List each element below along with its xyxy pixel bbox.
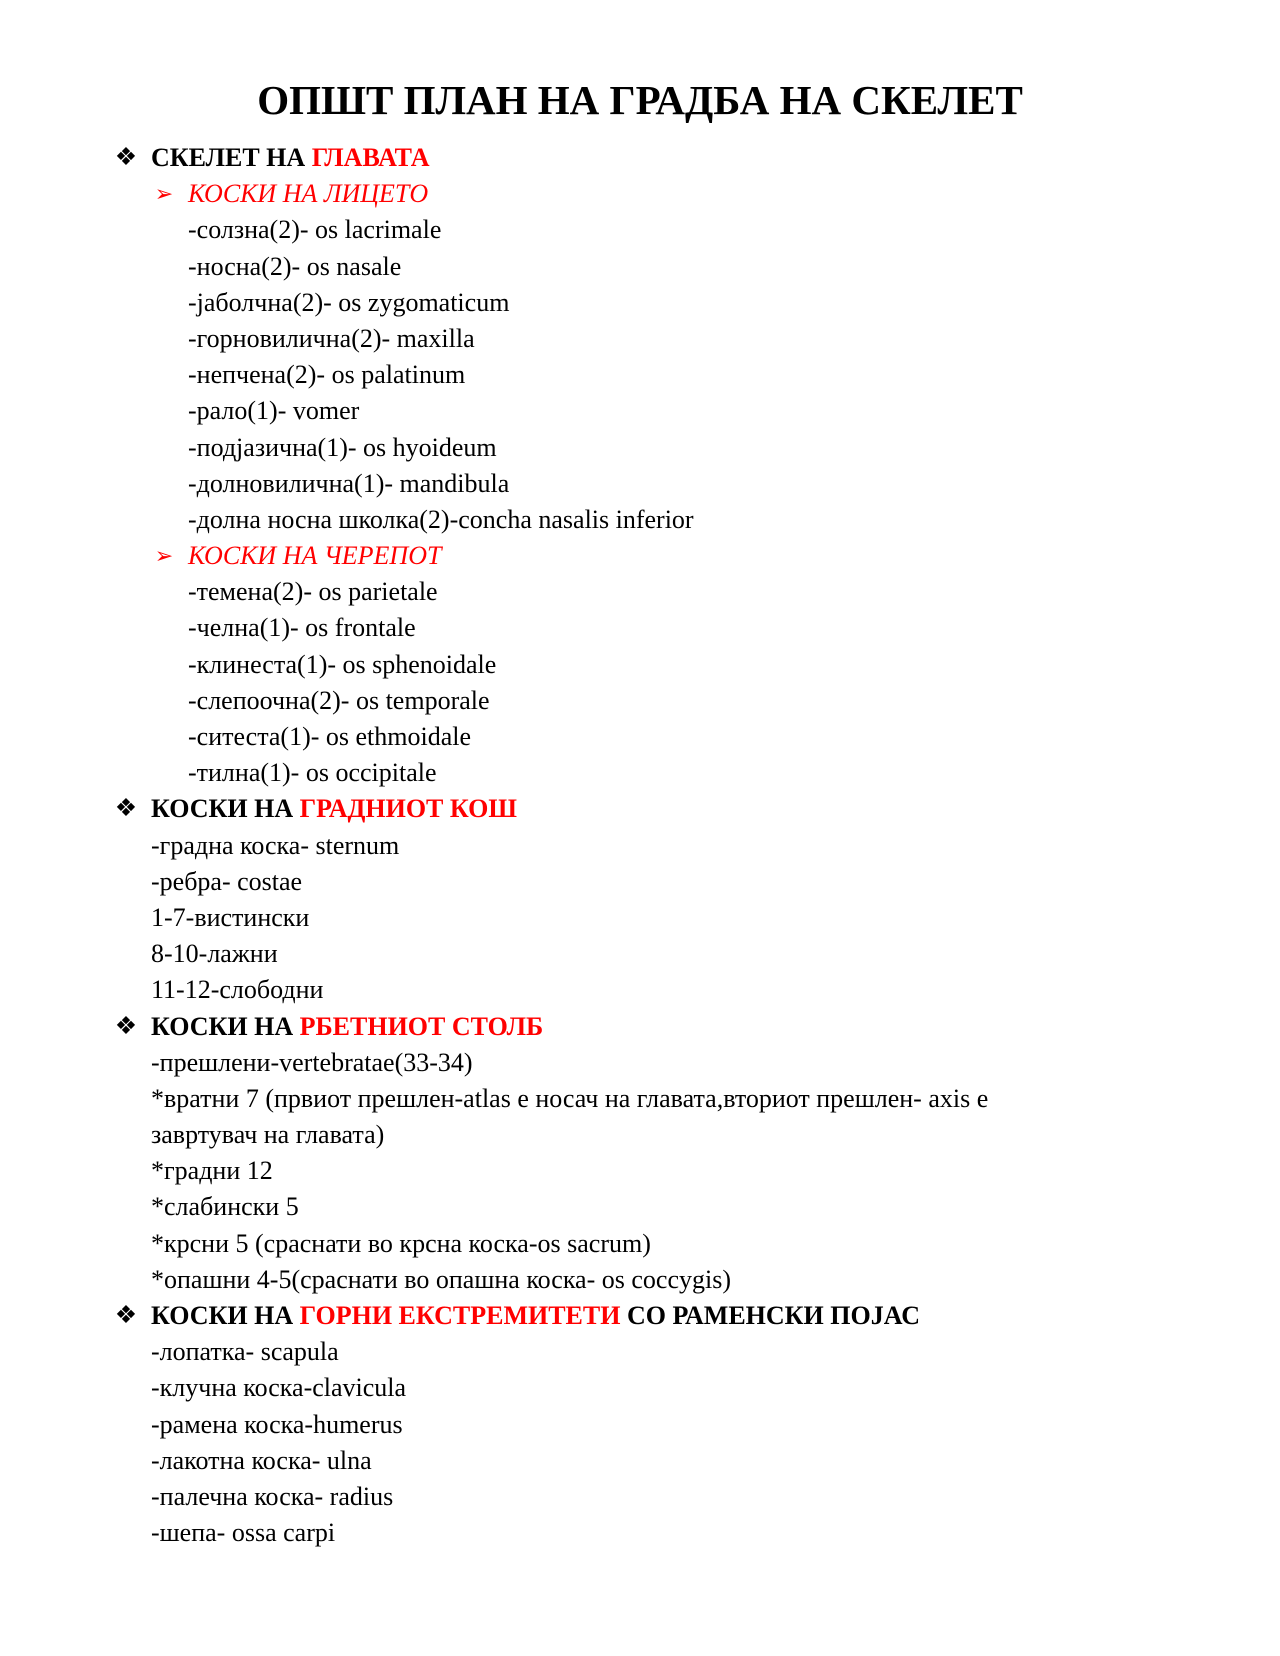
page-title: ОПШТ ПЛАН НА ГРАДБА НА СКЕЛЕТ (257, 77, 1023, 123)
list-item: -ребра- costae (151, 866, 303, 896)
list-item: -челна(1)- os frontale (188, 613, 416, 643)
list-item: -палечна коска- radius (151, 1481, 394, 1511)
list-item: -клинеста(1)- os sphenoidale (188, 649, 497, 679)
list-item: *градни 12 (151, 1156, 273, 1186)
section-highlight: ГЛАВАТА (311, 143, 430, 172)
list-item: -клучна коска-clavicula (151, 1373, 407, 1403)
subsection-title: КОСКИ НА ЛИЦЕТО (188, 179, 429, 209)
section-heading (0, 1298, 1280, 1334)
list-item: *вратни 7 (првиот прешлен-atlas е носач на главата,вториот прешлен- axis е (151, 1083, 989, 1113)
section-highlight: РБЕТНИОТ СТОЛБ (299, 1011, 544, 1041)
diamond-bullet-icon: ❖ (114, 795, 138, 823)
document-body (0, 140, 1280, 1551)
list-item: -тилна(1)- os occipitale (188, 758, 437, 788)
section-highlight: ГОРНИ ЕКСТРЕМИТЕТИ (299, 1301, 621, 1330)
subsection-title: КОСКИ НА ЧЕРЕПОТ (188, 541, 442, 571)
arrow-bullet-icon: ➢ (154, 181, 174, 207)
list-item: -темена(2)- os parietale (188, 577, 438, 607)
diamond-bullet-icon: ❖ (114, 144, 138, 171)
section-prefix: КОСКИ НА (151, 794, 300, 824)
list-item: -ситеста(1)- os ethmoidale (188, 722, 472, 751)
list-item: *опашни 4-5(сраснати во опашна коска- os coccygis) (151, 1264, 731, 1294)
section-highlight: ГРАДНИОТ КОШ (299, 794, 517, 824)
list-item: -јаболчна(2)- os zygomaticum (188, 287, 510, 317)
list-item: -шепа- ossa carpi (151, 1518, 336, 1548)
section-heading (0, 791, 1280, 827)
section-suffix: СО РАМЕНСКИ ПОЈАС (620, 1301, 920, 1330)
list-item: -лопатка- scapula (151, 1337, 339, 1367)
list-item: -солзна(2)- os lacrimale (188, 215, 442, 245)
list-item: -долновилична(1)- mandibula (188, 468, 510, 498)
list-item: -носна(2)- os nasale (188, 251, 402, 281)
section-prefix: СКЕЛЕТ НА (151, 143, 312, 172)
list-item: *слабински 5 (151, 1192, 299, 1222)
list-item: -рамена коска-humerus (151, 1409, 403, 1439)
section-prefix: КОСКИ НА (151, 1011, 300, 1041)
diamond-bullet-icon: ❖ (114, 1012, 138, 1040)
list-item: -долна носна школка(2)-concha nasalis inferior (188, 504, 694, 534)
list-item: -лакотна коска- ulna (151, 1445, 372, 1475)
list-item: *крсни 5 (сраснати во крсна коска-os sacrum) (151, 1228, 651, 1258)
diamond-bullet-icon: ❖ (114, 1302, 138, 1329)
list-item: 1-7-вистински (151, 902, 310, 932)
list-item: -непчена(2)- os palatinum (188, 360, 466, 390)
section-heading (0, 1009, 1280, 1045)
list-item: 8-10-лажни (151, 939, 278, 969)
list-item: завртувач на главата) (151, 1120, 385, 1150)
list-item: -градна коска- sternum (151, 830, 400, 860)
list-item: -подјазична(1)- os hyoideum (188, 432, 497, 462)
list-item: -горновилична(2)- maxilla (188, 323, 475, 353)
list-item: -рало(1)- vomer (188, 396, 360, 426)
section-prefix: КОСКИ НА (151, 1301, 300, 1330)
arrow-bullet-icon: ➢ (154, 543, 174, 569)
list-item: 11-12-слободни (151, 975, 324, 1005)
list-item: -слепоочна(2)- os temporale (188, 685, 490, 715)
subsection-heading (0, 176, 1280, 212)
subsection-heading (0, 538, 1280, 574)
section-heading (0, 140, 1280, 176)
list-item: -прешлени-vertebratae(33-34) (151, 1047, 473, 1077)
